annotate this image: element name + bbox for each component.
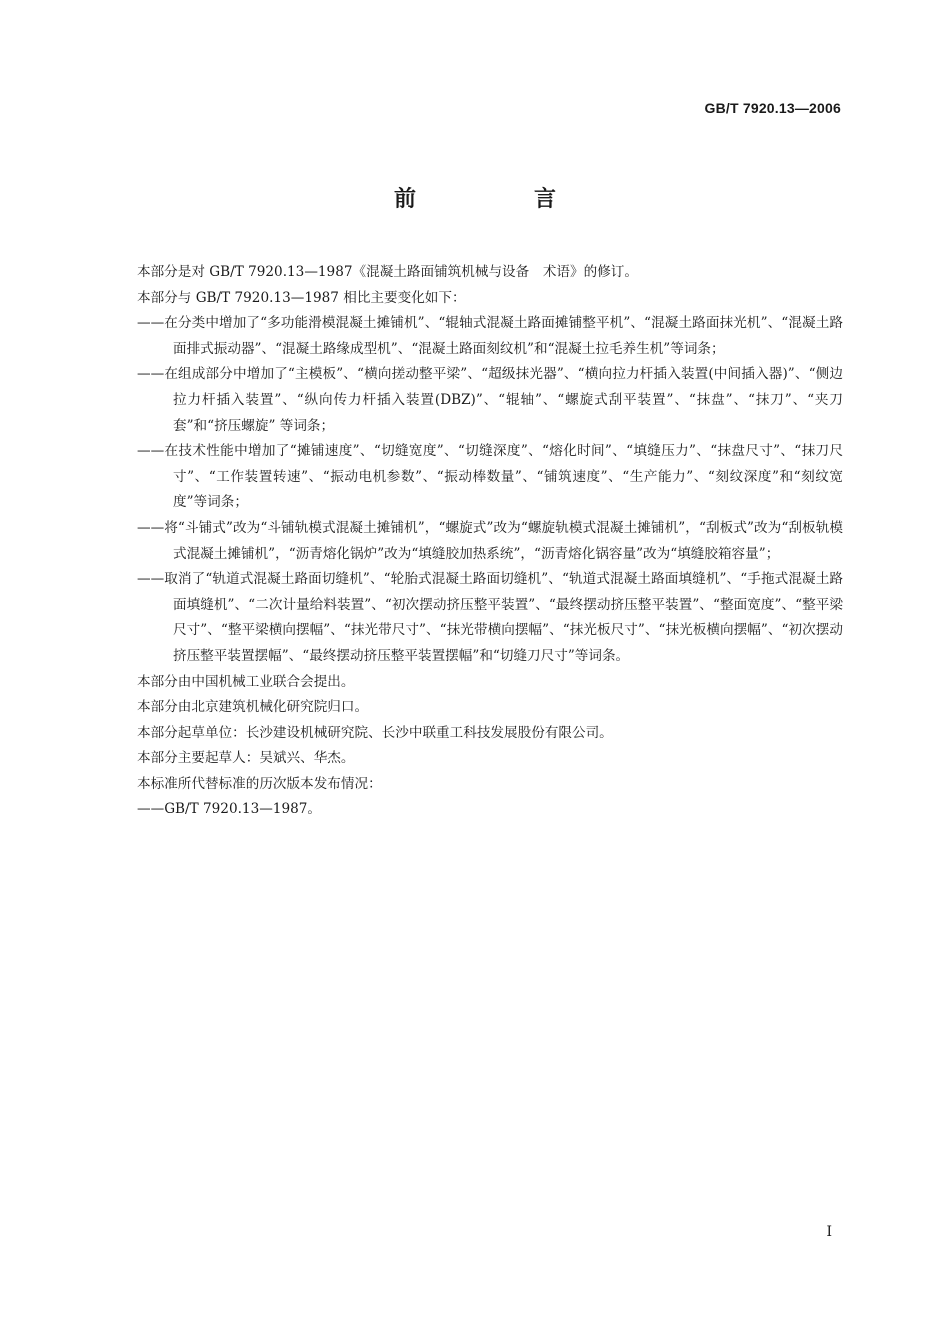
standard-code: GB/T 7920.13—2006	[704, 100, 841, 116]
proposer-paragraph: 本部分由中国机械工业联合会提出。	[137, 673, 355, 690]
centralized-paragraph: 本部分由北京建筑机械化研究院归口。	[137, 699, 369, 716]
change-item-performance: ——在技术性能中增加了“摊铺速度”、“切缝宽度”、“切缝深度”、“熔化时间”、“填缝压力”、“抹盘尺寸”、“抹刀尺寸”、“工作装置转速”、“振动电机参数”、“振动棒数量”、“铺筑速度”、“生产能力”、“刻纹深度”和“刻纹宽度”等词条；	[137, 443, 843, 511]
drafters-paragraph: 本部分主要起草人：吴斌兴、华杰。	[137, 750, 355, 767]
document-body	[137, 260, 843, 823]
page-number: I	[826, 1224, 832, 1240]
drafting-units-paragraph: 本部分起草单位：长沙建设机械研究院、长沙中联重工科技发展股份有限公司。	[137, 724, 613, 741]
change-item-classification: ——在分类中增加了“多功能滑模混凝土摊铺机”、“辊轴式混凝土路面摊铺整平机”、“混凝土路面抹光机”、“混凝土路面排式振动器”、“混凝土路缘成型机”、“混凝土路面刻纹机”和“混凝土拉毛养生机”等词条；	[137, 315, 843, 357]
change-item-renamed: ——将“斗铺式”改为“斗铺轨模式混凝土摊铺机”，“螺旋式”改为“螺旋轨模式混凝土摊铺机”，“刮板式”改为“刮板轨模式混凝土摊铺机”，“沥青熔化锅炉”改为“填缝胶加热系统”，“沥青熔化锅容量”改为“填缝胶箱容量”；	[137, 519, 843, 562]
history-item: ——GB/T 7920.13—1987。	[137, 801, 322, 818]
change-item-removed: ——取消了“轨道式混凝土路面切缝机”、“轮胎式混凝土路面切缝机”、“轨道式混凝土路面填缝机”、“手拖式混凝土路面填缝机”、“二次计量给料装置”、“初次摆动挤压整平装置”、“最终摆动挤压整平装置”、“整面宽度”、“整平梁尺寸”、“整平梁横向摆幅”、“抹光带尺寸”、“抹光带横向摆幅”、“抹光板尺寸”、“抹光板横向摆幅”、“初次摆动挤压整平装置摆幅”、“最终摆动挤压整平装置摆幅”和“切缝刀尺寸”等词条。	[137, 571, 843, 664]
page-title: 前 言	[393, 187, 604, 212]
history-paragraph: 本标准所代替标准的历次版本发布情况：	[137, 775, 382, 792]
intro-paragraph-changes: 本部分与 GB/T 7920.13—1987 相比主要变化如下：	[137, 289, 466, 306]
change-item-components: ——在组成部分中增加了“主模板”、“横向搓动整平梁”、“超级抹光器”、“横向拉力杆插入装置(中间插入器)”、“侧边拉力杆插入装置”、“纵向传力杆插入装置(DBZ)”、“辊轴”、“螺旋式刮平装置”、“抹盘”、“抹刀”、“夹刀套”和“挤压螺旋” 等词条；	[137, 366, 843, 434]
intro-paragraph-revision: 本部分是对 GB/T 7920.13—1987《混凝土路面铺筑机械与设备 术语》的修订。	[137, 264, 638, 280]
